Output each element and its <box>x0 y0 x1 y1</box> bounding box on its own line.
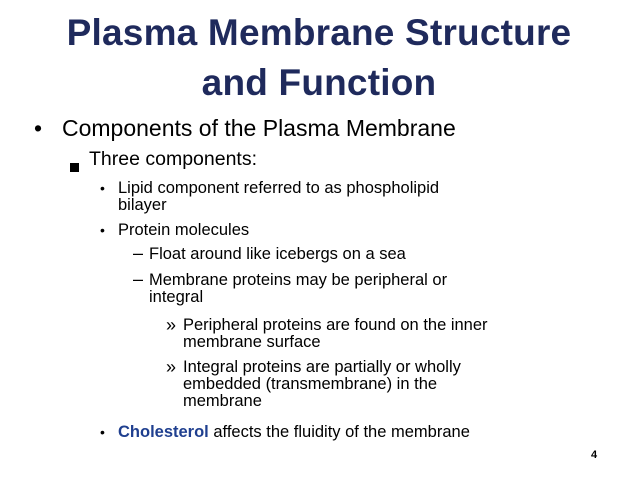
bullet-text: Components of the Plasma Membrane <box>62 115 456 141</box>
bullet-line: Peripheral proteins are found on the inner <box>183 316 488 334</box>
bullet-line: membrane <box>183 392 262 410</box>
bullet-marker: » <box>166 315 177 335</box>
bullet-line: membrane surface <box>183 333 321 351</box>
bullet-line: Integral proteins are partially or wholly <box>183 358 461 376</box>
bullet-line: integral <box>149 288 204 306</box>
slide-title <box>0 8 638 108</box>
title-line-1: Plasma Membrane Structure <box>66 12 572 53</box>
bullet-marker: • <box>100 222 105 238</box>
bullet-line <box>118 423 470 441</box>
bullet-line: bilayer <box>118 196 167 214</box>
bullet-line: Lipid component referred to as phospholipid <box>118 179 440 197</box>
bullet-line: Float around like icebergs on a sea <box>149 245 406 263</box>
bullet-marker: • <box>34 115 43 141</box>
bullet-line: embedded (transmembrane) in the <box>183 375 438 393</box>
cholesterol-keyword: Cholesterol <box>118 423 209 441</box>
bullet-marker: – <box>133 243 144 263</box>
slide-number: 4 <box>591 449 598 461</box>
square-bullet-icon <box>70 154 79 178</box>
bullet-marker: » <box>166 357 177 377</box>
bullet-line: Protein molecules <box>118 221 250 239</box>
title-line-2: and Function <box>201 62 437 103</box>
bullet-line: Membrane proteins may be peripheral or <box>149 271 448 289</box>
bullet-text: Three components: <box>89 148 258 170</box>
bullet-marker: – <box>133 269 144 289</box>
bullet-marker: • <box>100 424 105 440</box>
bullet-marker: • <box>100 180 105 196</box>
cholesterol-rest: affects the fluidity of the membrane <box>208 423 470 441</box>
